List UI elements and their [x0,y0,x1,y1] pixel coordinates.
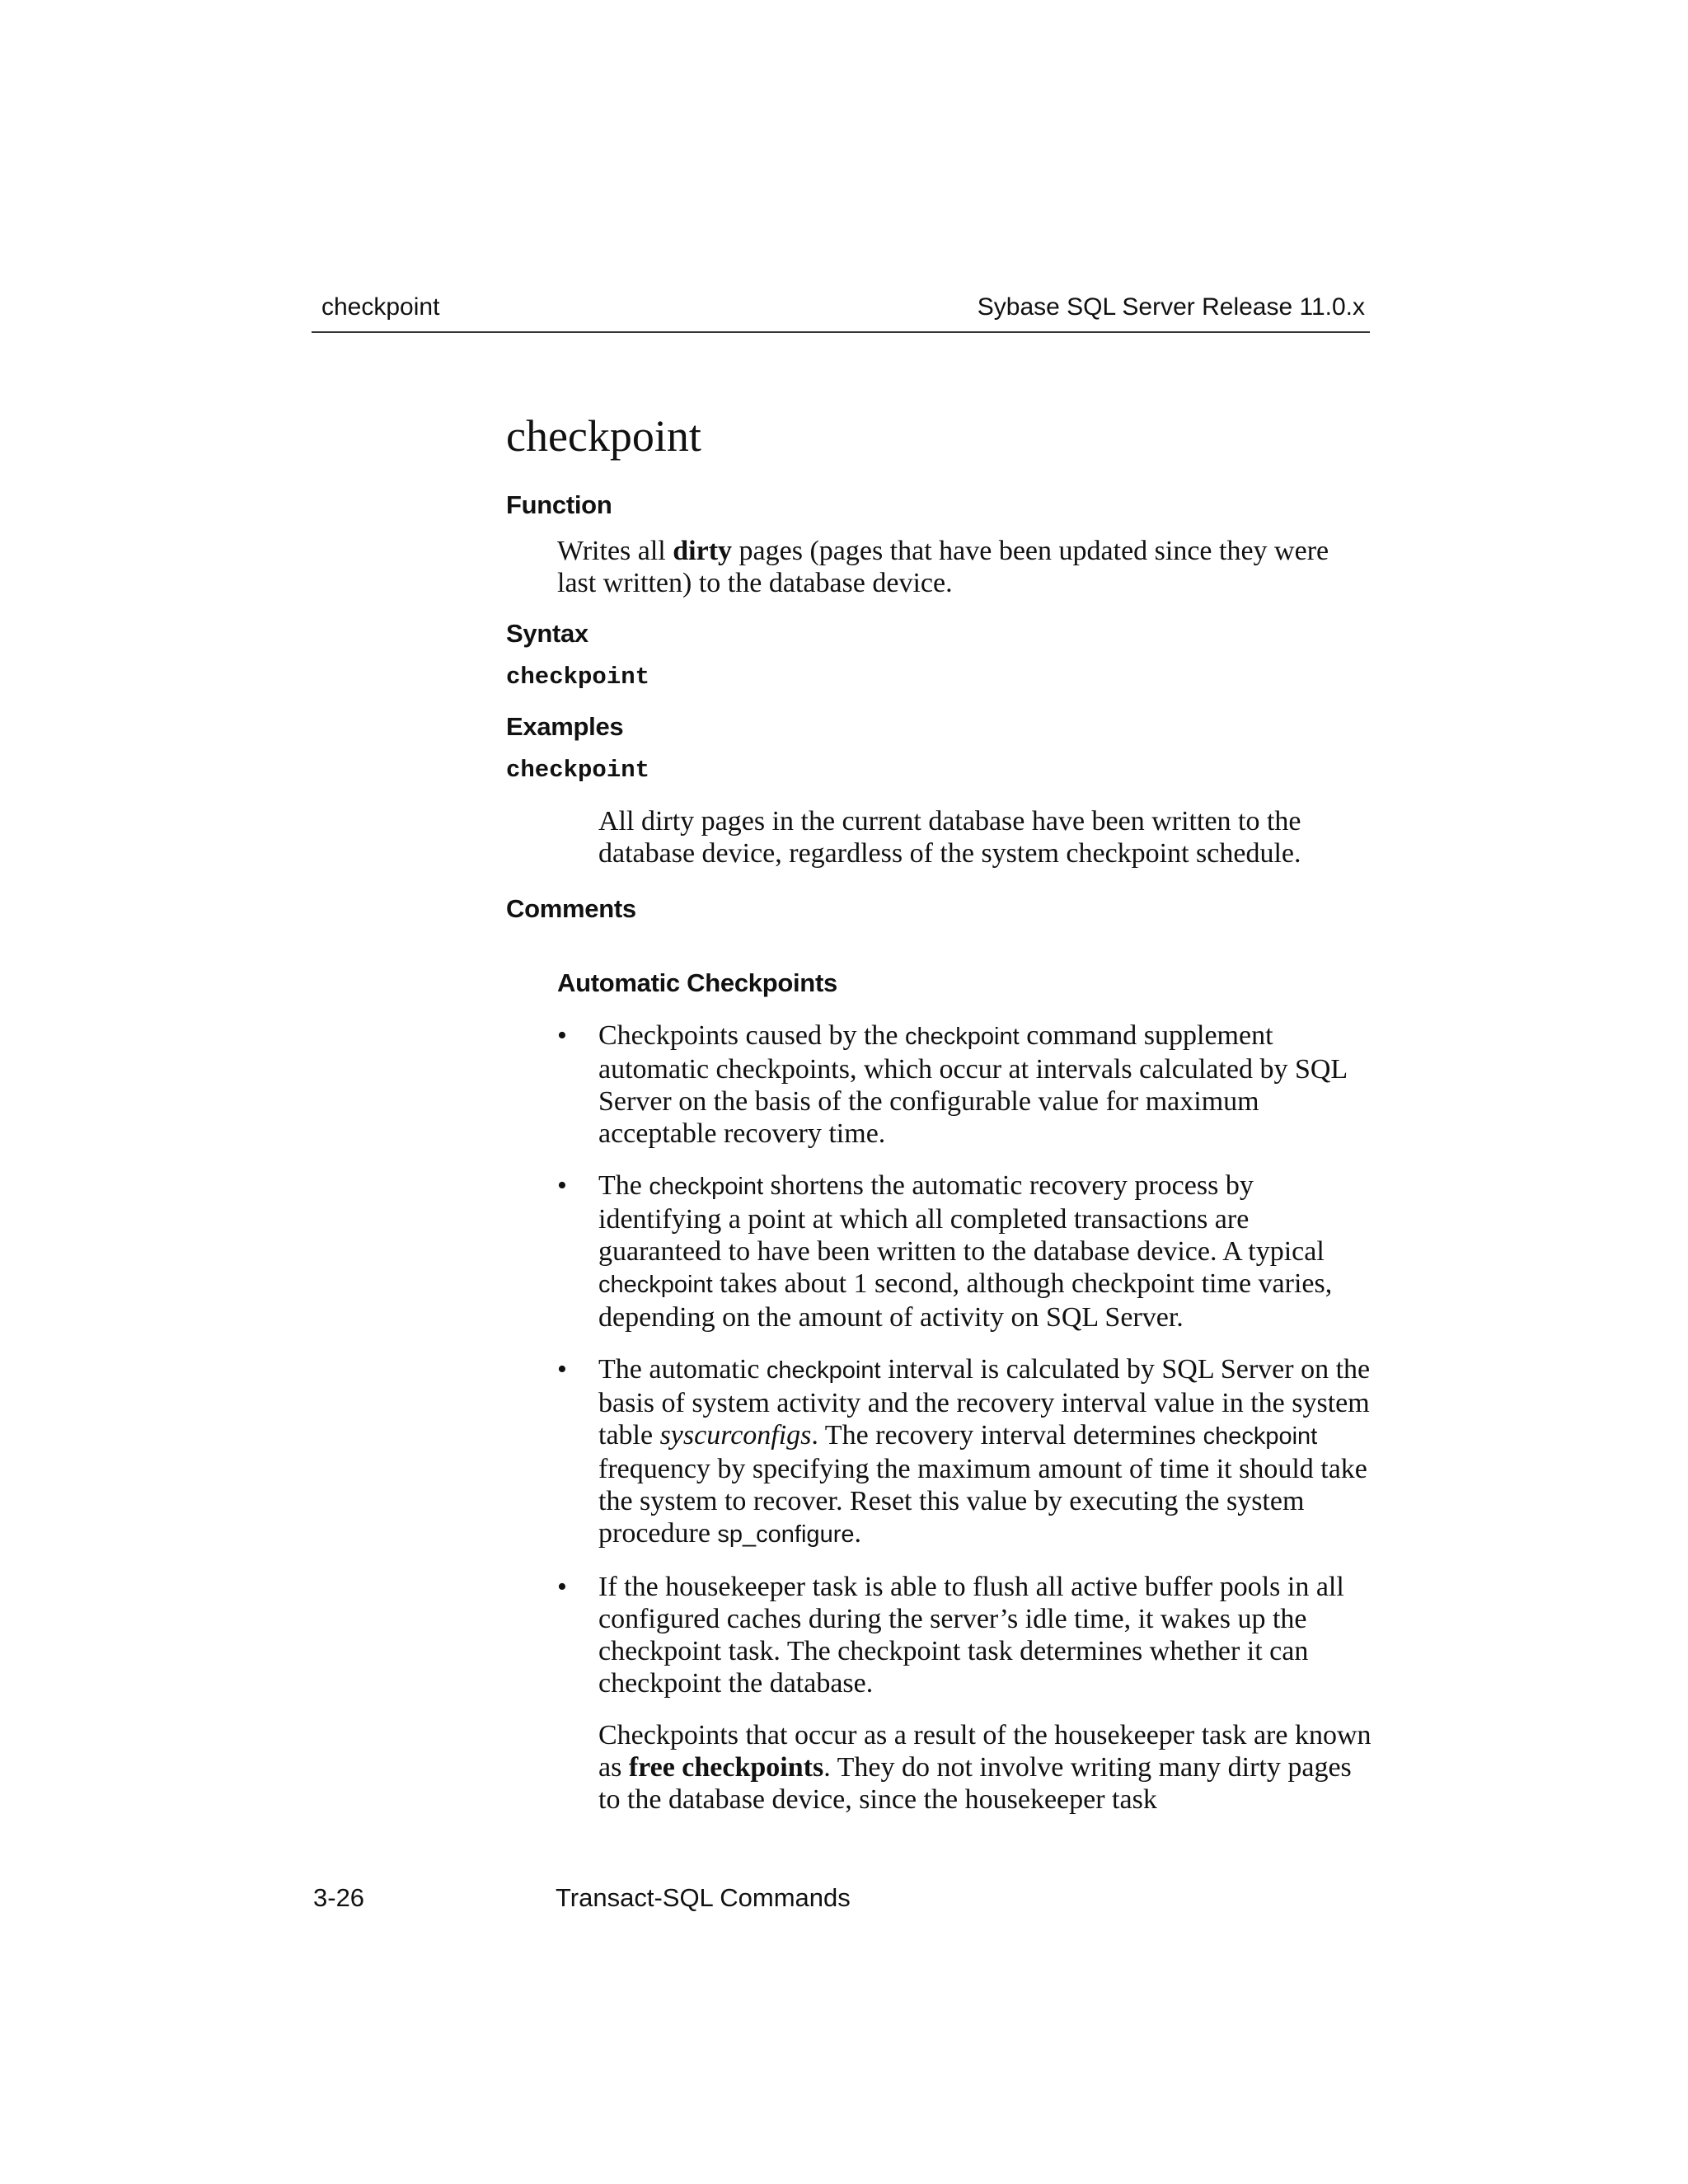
b2-mid: shortens the automatic recovery process by identifying a point at which all completed transactions are guaranteed to have been written to the database device. A typical [598,1170,1325,1268]
list-item [557,1571,1372,1699]
b3-post: . [854,1518,861,1549]
b3-mid: interval is calculated by SQL Server on the basis of system activity and the recovery interval value in the system table [598,1354,1371,1451]
b3-pre: The automatic [598,1354,767,1385]
page-content [506,396,1372,1835]
header-left: checkpoint [321,293,440,321]
b2-pre: The [598,1170,649,1202]
syntax-label: Syntax [506,619,588,649]
page-title: checkpoint [506,411,701,461]
continuation-paragraph [598,1719,1372,1816]
header-right: Sybase SQL Server Release 11.0.x [977,293,1365,321]
b3-cmd: checkpoint [766,1357,881,1385]
b4-text: If the housekeeper task is able to flush all active buffer pools in all configured caches during the server’s idle time, it wakes up the checkpoint task. The checkpoint task determines whether it can checkpoint the database. [598,1572,1344,1699]
list-item [557,1169,1372,1333]
cont-bold: free checkpoints [628,1752,824,1783]
bullet-icon: • [557,1170,567,1202]
b2-cmd: checkpoint [649,1174,764,1201]
list-item [557,1353,1372,1551]
function-text-pre: Writes all [557,536,673,567]
b3-mid2: . The recovery interval determines [811,1420,1203,1451]
example-code: checkpoint [506,757,650,785]
bullet-icon: • [557,1572,567,1603]
list-item [557,1019,1372,1150]
function-text-bold: dirty [673,536,733,567]
bullet-icon: • [557,1020,567,1052]
examples-label: Examples [506,712,624,742]
function-text [557,535,1372,599]
automatic-checkpoints-subhead: Automatic Checkpoints [557,968,837,998]
function-text-post: pages (pages that have been updated since they were last written) to the database device. [557,536,1329,599]
b2-cmd2: checkpoint [598,1272,713,1299]
chapter-title: Transact-SQL Commands [556,1883,851,1912]
b1-post: command supplement automatic checkpoints, which occur at intervals calculated by SQL Server on the basis of the configurable value for maximum acceptable recovery time. [598,1020,1347,1150]
page-footer [312,1883,1370,1916]
bullet-icon: • [557,1354,567,1385]
comments-label: Comments [506,894,636,924]
running-header [312,288,1370,333]
cont-pre: Checkpoints that occur as a result of the housekeeper task are known as [598,1720,1372,1783]
syntax-code: checkpoint [506,663,650,691]
b3-cmd3: sp_configure [717,1521,855,1549]
page-number: 3-26 [313,1883,365,1912]
b3-mid3: frequency by specifying the maximum amount of time it should take the system to recover. Reset this value by executing the system procedure [598,1454,1367,1549]
b1-pre: Checkpoints caused by the [598,1020,906,1052]
function-label: Function [506,490,612,520]
b3-cmd2: checkpoint [1203,1423,1318,1451]
comments-list [557,1019,1372,1699]
b2-post: takes about 1 second, although checkpoint time varies, depending on the amount of activity on SQL Server. [598,1268,1333,1333]
b1-cmd: checkpoint [905,1024,1020,1051]
b3-ital: syscurconfigs [659,1420,812,1451]
cont-post: . They do not involve writing many dirty pages to the database device, since the housekeeper task [598,1752,1352,1816]
example-text: All dirty pages in the current database have been written to the database device, regardless of the system checkpoint schedule. [598,806,1301,869]
